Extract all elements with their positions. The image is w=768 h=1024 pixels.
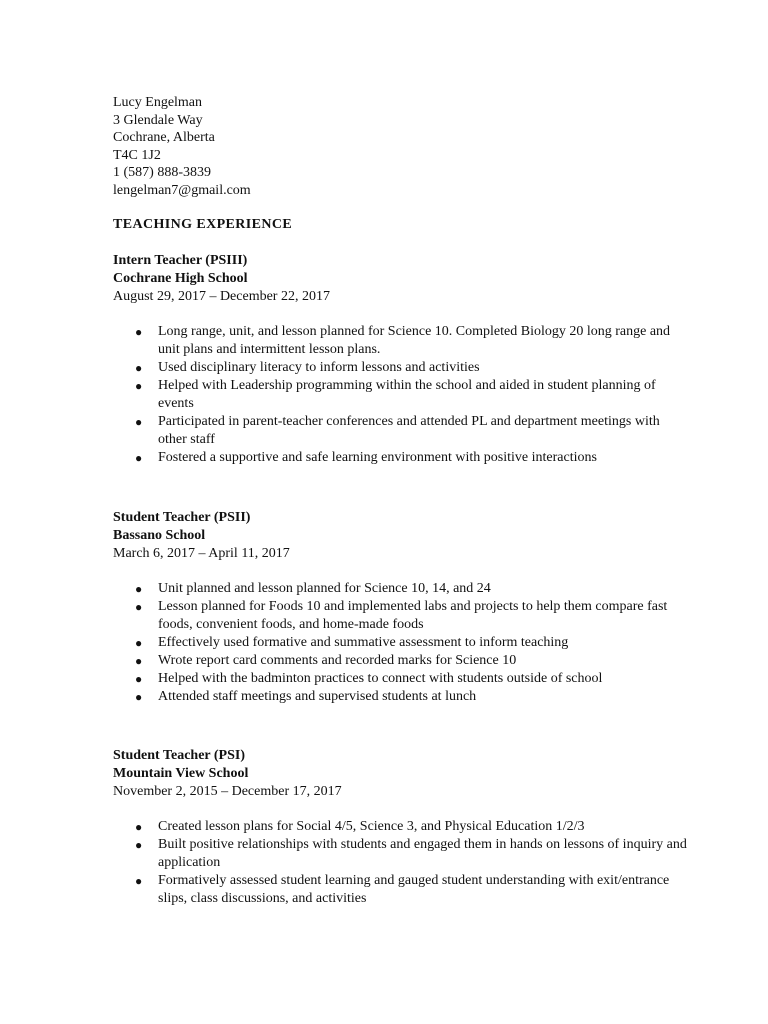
job-bullet-item	[113, 836, 688, 872]
job-dates: August 29, 2017 – December 22, 2017	[113, 289, 330, 304]
job-dates: March 6, 2017 – April 11, 2017	[113, 546, 290, 561]
bullet-text: Unit planned and lesson planned for Science 10, 14, and 24	[158, 581, 491, 596]
bullet-icon: ●	[135, 820, 143, 834]
bullet-icon: ●	[135, 874, 143, 888]
job-bullet-item	[113, 634, 688, 652]
job-bullet-item	[113, 580, 688, 598]
job-bullet-item	[113, 670, 688, 688]
bullet-icon: ●	[135, 451, 143, 465]
contact-city: Cochrane, Alberta	[113, 130, 215, 146]
job-school: Cochrane High School	[113, 271, 248, 286]
bullet-text: Wrote report card comments and recorded marks for Science 10	[158, 653, 517, 668]
bullet-text: Fostered a supportive and safe learning environment with positive interactions	[158, 450, 597, 465]
job-bullet-item	[113, 598, 688, 634]
bullet-icon: ●	[135, 600, 143, 614]
job-entry	[113, 252, 673, 467]
contact-block	[113, 94, 251, 200]
job-bullet-item	[113, 449, 688, 467]
contact-street: 3 Glendale Way	[113, 112, 203, 128]
job-bullet-list	[113, 818, 687, 908]
contact-postal-code: T4C 1J2	[113, 147, 161, 163]
job-title: Student Teacher (PSI)	[113, 748, 245, 763]
bullet-text: Participated in parent-teacher conferences and attended PL and department meetings with other staff	[158, 414, 660, 447]
bullet-text: Formatively assessed student learning and gauged student understanding with exit/entrance slips, class discussions, and activities	[158, 873, 670, 906]
job-title: Intern Teacher (PSIII)	[113, 253, 248, 268]
job-bullet-item	[113, 872, 688, 908]
bullet-text: Lesson planned for Foods 10 and implemented labs and projects to help them compare fast foods, convenient foods, and home-made foods	[158, 599, 668, 632]
job-bullet-list	[113, 580, 673, 706]
job-school: Mountain View School	[113, 766, 249, 781]
bullet-text: Attended staff meetings and supervised students at lunch	[158, 689, 477, 704]
bullet-text: Used disciplinary literacy to inform lessons and activities	[158, 360, 480, 375]
bullet-text: Helped with Leadership programming within the school and aided in student planning of events	[158, 378, 656, 411]
job-bullet-item	[113, 359, 688, 377]
job-title: Student Teacher (PSII)	[113, 510, 251, 525]
contact-phone: 1 (587) 888-3839	[113, 165, 211, 181]
bullet-icon: ●	[135, 415, 143, 429]
job-bullet-item	[113, 323, 688, 359]
bullet-text: Helped with the badminton practices to connect with students outside of school	[158, 671, 603, 686]
bullet-icon: ●	[135, 582, 143, 596]
job-school: Bassano School	[113, 528, 206, 543]
job-bullet-list	[113, 323, 673, 467]
job-bullet-item	[113, 688, 688, 706]
job-bullet-item	[113, 652, 688, 670]
section-heading: TEACHING EXPERIENCE	[113, 217, 293, 232]
bullet-text: Effectively used formative and summative assessment to inform teaching	[158, 635, 569, 650]
bullet-icon: ●	[135, 379, 143, 393]
job-bullet-item	[113, 413, 688, 449]
bullet-text: Created lesson plans for Social 4/5, Science 3, and Physical Education 1/2/3	[158, 819, 585, 834]
bullet-text: Long range, unit, and lesson planned for Science 10. Completed Biology 20 long range and unit plans and intermittent lesson plans.	[158, 324, 671, 357]
job-bullet-item	[113, 377, 688, 413]
bullet-icon: ●	[135, 325, 143, 339]
job-entry	[113, 747, 687, 908]
bullet-icon: ●	[135, 361, 143, 375]
bullet-icon: ●	[135, 654, 143, 668]
job-entry	[113, 509, 673, 706]
job-bullet-item	[113, 818, 688, 836]
bullet-text: Built positive relationships with students and engaged them in hands on lessons of inquiry and application	[158, 837, 687, 870]
bullet-icon: ●	[135, 690, 143, 704]
contact-email: lengelman7@gmail.com	[113, 182, 251, 198]
bullet-icon: ●	[135, 838, 143, 852]
contact-name: Lucy Engelman	[113, 95, 203, 110]
job-dates: November 2, 2015 – December 17, 2017	[113, 784, 342, 799]
bullet-icon: ●	[135, 672, 143, 686]
bullet-icon: ●	[135, 636, 143, 650]
